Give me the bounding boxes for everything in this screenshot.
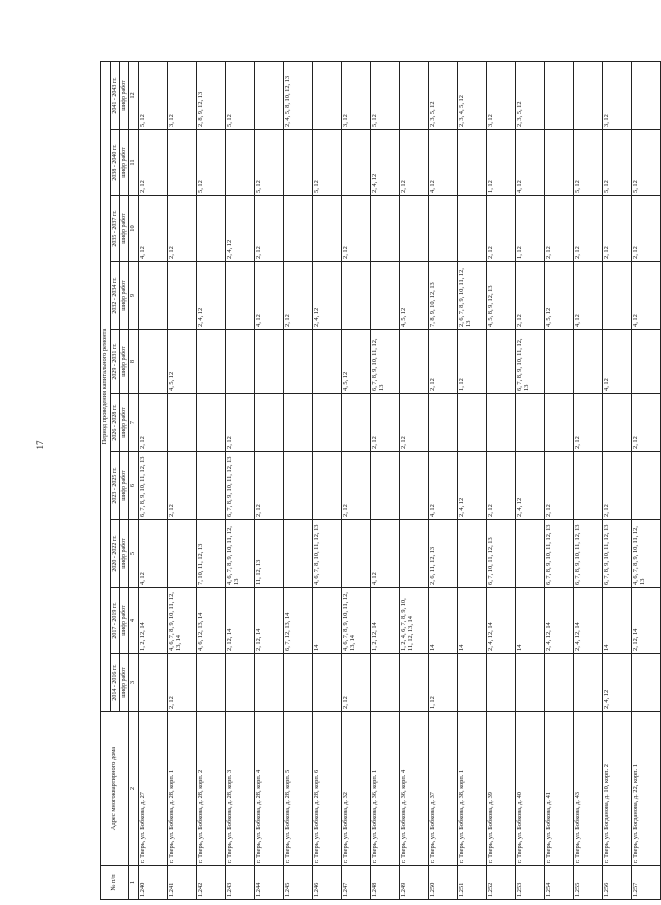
work-codes-cell [342,262,371,330]
header-work-code-label: шифр работ [120,262,129,330]
work-codes-cell [284,654,313,712]
work-codes-cell: 2, 4, 12 [458,452,487,520]
row-number: 1.241 [168,866,197,900]
work-codes-cell: 2, 12 [342,196,371,262]
row-number: 1.245 [284,866,313,900]
column-number: 6 [129,452,139,520]
work-codes-cell: 14 [603,588,632,654]
header-work-code-label: шифр работ [120,520,129,588]
work-codes-cell [226,330,255,394]
column-number: 11 [129,130,139,196]
work-codes-cell [197,452,226,520]
work-codes-cell: 2, 12 [603,196,632,262]
work-codes-cell: 2, 12 [545,196,574,262]
work-codes-cell: 2, 4, 12 [226,196,255,262]
work-codes-cell: 2, 6, 11, 12, 13 [429,520,458,588]
column-number: 2 [129,712,139,866]
work-codes-cell: 2, 4, 12 [516,452,545,520]
page-number: 17 [35,440,45,450]
work-codes-cell [255,654,284,712]
column-number: 5 [129,520,139,588]
work-codes-cell: 2, 12 [574,394,603,452]
column-number: 1 [129,866,139,900]
work-codes-cell: 2, 4, 5, 8, 10, 12, 13 [284,61,313,129]
table-row [168,61,197,899]
work-codes-cell: 2, 12 [284,262,313,330]
work-codes-cell: 2, 4, 12, 14 [545,588,574,654]
work-codes-cell [603,394,632,452]
work-codes-cell [545,654,574,712]
work-codes-cell [226,654,255,712]
work-codes-cell [371,654,400,712]
work-codes-cell: 4, 5, 12 [400,262,429,330]
work-codes-cell [632,654,661,712]
work-codes-cell [632,452,661,520]
work-codes-cell: 2, 4, 12 [197,262,226,330]
row-address: г. Тверь, ул. Бобкова, д. 32 [342,712,371,866]
work-codes-cell: 5, 12 [574,130,603,196]
table-row [197,61,226,899]
work-codes-cell: 6, 7, 8, 9, 10, 11, 12, 13 [139,452,168,520]
table-row [429,61,458,899]
work-codes-cell [168,130,197,196]
work-codes-cell [429,196,458,262]
work-codes-cell: 2, 12 [342,452,371,520]
header-work-code-label: шифр работ [120,394,129,452]
work-codes-cell: 4, 12 [574,262,603,330]
work-codes-cell: 2, 12, 14 [226,588,255,654]
work-codes-cell [516,654,545,712]
work-codes-cell: 5, 12 [197,130,226,196]
header-work-code-label: шифр работ [120,452,129,520]
table-row [574,61,603,899]
header-period: 2029 - 2031 гг. [110,330,119,394]
row-address: г. Тверь, ул. Бобкова, д. 28, корп. 3 [226,712,255,866]
work-codes-cell: 6, 7, 8, 9, 10, 11, 12, 13 [371,330,400,394]
row-number: 1.246 [313,866,342,900]
work-codes-cell [574,330,603,394]
work-codes-cell: 2, 12 [400,394,429,452]
column-number: 3 [129,654,139,712]
work-codes-cell [574,654,603,712]
column-number: 12 [129,61,139,129]
work-codes-cell [226,262,255,330]
work-codes-cell: 4, 6, 12, 13, 14 [197,588,226,654]
work-codes-cell [516,394,545,452]
work-codes-cell [284,520,313,588]
work-codes-cell: 6, 7, 12, 13, 14 [284,588,313,654]
work-codes-cell: 4, 5, 12 [545,262,574,330]
row-number: 1.251 [458,866,487,900]
work-codes-cell [284,330,313,394]
row-address: г. Тверь, ул. Богданова, д. 22, корп. 1 [632,712,661,866]
work-codes-cell [197,654,226,712]
work-codes-cell: 3, 12 [342,61,371,129]
work-codes-cell [458,130,487,196]
row-number: 1.248 [371,866,400,900]
work-codes-cell [545,130,574,196]
work-codes-cell [371,452,400,520]
work-codes-cell [313,196,342,262]
table-row [400,61,429,899]
work-codes-cell [197,330,226,394]
work-codes-cell [574,61,603,129]
header-work-code-label: шифр работ [120,330,129,394]
work-codes-cell: 4, 12 [371,520,400,588]
header-work-code-label: шифр работ [120,61,129,129]
work-codes-cell [168,520,197,588]
work-codes-cell: 2, 4, 12, 14 [487,588,516,654]
work-codes-cell [313,61,342,129]
header-period: 2041 - 2043 гг. [110,61,119,129]
work-codes-cell: 2, 12 [255,196,284,262]
header-period: 2017 - 2019 гг. [110,588,119,654]
work-codes-cell [284,394,313,452]
work-codes-cell [400,196,429,262]
work-codes-cell [139,654,168,712]
work-codes-cell [400,61,429,129]
table-header [101,61,139,899]
work-codes-cell: 1, 2, 12, 14 [371,588,400,654]
work-codes-cell: 4, 12 [255,262,284,330]
table-body [139,61,661,899]
work-codes-cell: 2, 12 [139,394,168,452]
work-codes-cell: 6, 7, 8, 9, 10, 11, 12, 13 [226,452,255,520]
work-codes-cell: 6, 7, 8, 9, 10, 11, 12, 13 [603,520,632,588]
table-row [603,61,632,899]
work-codes-cell [545,330,574,394]
work-codes-cell: 2, 12 [226,394,255,452]
row-address: г. Тверь, ул. Бобкова, д. 28, корп. 1 [168,712,197,866]
work-codes-cell [284,196,313,262]
row-address: г. Тверь, ул. Бобкова, д. 41 [545,712,574,866]
table-row [371,61,400,899]
row-number: 1.242 [197,866,226,900]
work-codes-cell [632,330,661,394]
table-row [342,61,371,899]
work-codes-cell: 5, 12 [603,130,632,196]
work-codes-cell: 4, 12 [429,452,458,520]
work-codes-cell: 7, 8, 9, 10, 12, 13 [429,262,458,330]
work-codes-cell: 1, 12 [487,130,516,196]
row-number: 1.250 [429,866,458,900]
column-number: 7 [129,394,139,452]
work-codes-cell [197,394,226,452]
header-column-numbers-row [129,61,139,899]
work-codes-cell [197,196,226,262]
header-work-code-label: шифр работ [120,588,129,654]
work-codes-cell: 3, 12 [487,61,516,129]
header-no: № п/п [101,866,129,900]
work-codes-cell: 3, 12 [168,61,197,129]
row-address: г. Тверь, ул. Бобкова, д. 28, корп. 4 [255,712,284,866]
work-codes-cell: 2, 12 [574,196,603,262]
work-codes-cell [371,196,400,262]
work-codes-cell [139,330,168,394]
work-codes-cell: 2, 6, 7, 8, 9, 10, 11, 12, 13 [458,262,487,330]
table-row [632,61,661,899]
work-codes-cell: 7, 10, 11, 12, 13 [197,520,226,588]
work-codes-cell: 6, 7, 10, 11, 12, 13 [487,520,516,588]
row-address: г. Тверь, ул. Бобкова, д. 39 [487,712,516,866]
work-codes-cell: 5, 12 [371,61,400,129]
work-codes-cell: 2, 12 [545,452,574,520]
work-codes-cell: 2, 3, 5, 12 [429,61,458,129]
column-number: 10 [129,196,139,262]
row-number: 1.253 [516,866,545,900]
work-codes-cell: 2, 12 [400,130,429,196]
work-codes-cell: 4, 5, 8, 9, 12, 13 [487,262,516,330]
work-codes-cell: 14 [429,588,458,654]
work-codes-cell [284,130,313,196]
work-codes-cell: 2, 4, 12 [603,654,632,712]
work-codes-cell [429,394,458,452]
work-codes-cell: 5, 12 [226,61,255,129]
work-codes-cell [545,61,574,129]
table-row [284,61,313,899]
work-codes-cell [313,452,342,520]
work-codes-cell: 2, 3, 5, 12 [516,61,545,129]
work-codes-cell: 6, 7, 8, 9, 10, 11, 12, 13 [574,520,603,588]
row-address: г. Тверь, ул. Бобкова, д. 28, корп. 6 [313,712,342,866]
row-number: 1.243 [226,866,255,900]
table-row [313,61,342,899]
row-address: г. Тверь, ул. Бобкова, д. 28, корп. 2 [197,712,226,866]
work-codes-cell [139,262,168,330]
work-codes-cell: 3, 12 [603,61,632,129]
header-work-code-label: шифр работ [120,654,129,712]
row-number: 1.247 [342,866,371,900]
work-codes-cell: 2, 12 [139,130,168,196]
table-row [487,61,516,899]
work-codes-cell [342,394,371,452]
row-number: 1.254 [545,866,574,900]
work-codes-cell: 6, 7, 8, 9, 10, 11, 12, 13 [516,330,545,394]
work-codes-cell [603,262,632,330]
work-codes-cell: 4, 5, 12 [342,330,371,394]
work-codes-cell: 2, 4, 12 [371,130,400,196]
capital-repair-schedule-table [100,61,661,900]
rotated-table-container [100,62,646,900]
work-codes-cell: 2, 12 [168,654,197,712]
work-codes-cell [371,262,400,330]
header-period: 2026 - 2028 гг. [110,394,119,452]
work-codes-cell: 4, 12 [632,262,661,330]
work-codes-cell: 2, 12 [342,654,371,712]
work-codes-cell: 2, 8, 9, 12, 13 [197,61,226,129]
work-codes-cell: 5, 12 [139,61,168,129]
row-address: г. Тверь, ул. Бобкова, д. 36, корп. 4 [400,712,429,866]
header-period: 2038 - 2040 гг. [110,130,119,196]
column-number: 9 [129,262,139,330]
work-codes-cell: 5, 12 [313,130,342,196]
work-codes-cell [255,330,284,394]
header-period: 2023 - 2025 гг. [110,452,119,520]
table-row [139,61,168,899]
work-codes-cell: 4, 6, 7, 8, 9, 10, 11, 12, 13, 14 [342,588,371,654]
header-period-title: Период проведения капитального ремонта [101,61,111,711]
work-codes-cell [342,520,371,588]
header-period: 2014 - 2016 гг. [110,654,119,712]
work-codes-cell: 4, 12 [603,330,632,394]
work-codes-cell [284,452,313,520]
work-codes-cell: 2, 12 [487,452,516,520]
work-codes-cell: 2, 12, 14 [632,588,661,654]
work-codes-cell: 14 [313,588,342,654]
work-codes-cell: 1, 12 [458,330,487,394]
work-codes-cell: 2, 12 [632,196,661,262]
work-codes-cell: 2, 4, 12 [313,262,342,330]
work-codes-cell: 6, 7, 8, 9, 10, 11, 12, 13 [545,520,574,588]
header-work-code-label: шифр работ [120,130,129,196]
work-codes-cell: 2, 12 [632,394,661,452]
row-address: г. Тверь, ул. Богданова, д. 10, корп. 2 [603,712,632,866]
work-codes-cell: 1, 12 [516,196,545,262]
row-number: 1.257 [632,866,661,900]
column-number: 8 [129,330,139,394]
row-number: 1.244 [255,866,284,900]
table-row [255,61,284,899]
work-codes-cell [400,520,429,588]
work-codes-cell: 2, 12 [168,452,197,520]
work-codes-cell: 2, 12 [371,394,400,452]
table-row [545,61,574,899]
work-codes-cell [255,394,284,452]
work-codes-cell [342,130,371,196]
work-codes-cell [458,196,487,262]
work-codes-cell: 4, 12 [139,196,168,262]
row-address: г. Тверь, ул. Бобкова, д. 28, корп. 5 [284,712,313,866]
work-codes-cell [487,654,516,712]
work-codes-cell: 2, 3, 4, 5, 12 [458,61,487,129]
table-row [516,61,545,899]
work-codes-cell: 1, 2, 4, 6, 7, 8, 9, 10, 11, 12, 13, 14 [400,588,429,654]
work-codes-cell: 2, 12 [487,196,516,262]
work-codes-cell: 4, 6, 7, 8, 9, 10, 11, 12, 13, 14 [168,588,197,654]
work-codes-cell [632,61,661,129]
header-address: Адрес многоквартирного дома [101,712,129,866]
row-address: г. Тверь, ул. Бобкова, д. 37 [429,712,458,866]
row-address: г. Тверь, ул. Бобкова, д. 38, корп. 1 [458,712,487,866]
work-codes-cell [168,262,197,330]
work-codes-cell [458,520,487,588]
work-codes-cell: 4, 6, 7, 8, 9, 10, 11, 12, 13 [632,520,661,588]
work-codes-cell: 2, 12, 14 [255,588,284,654]
header-work-code-label: шифр работ [120,196,129,262]
work-codes-cell [487,330,516,394]
work-codes-cell [458,654,487,712]
work-codes-cell [255,61,284,129]
row-address: г. Тверь, ул. Бобкова, д. 40 [516,712,545,866]
work-codes-cell [400,654,429,712]
work-codes-cell: 4, 12 [139,520,168,588]
row-number: 1.249 [400,866,429,900]
work-codes-cell [400,330,429,394]
header-period: 2020 - 2022 гг. [110,520,119,588]
row-number: 1.252 [487,866,516,900]
work-codes-cell [487,394,516,452]
work-codes-cell [168,394,197,452]
work-codes-cell: 5, 12 [255,130,284,196]
work-codes-cell: 2, 12 [168,196,197,262]
row-address: г. Тверь, ул. Бобкова, д. 36, корп. 1 [371,712,400,866]
work-codes-cell: 11, 12, 13 [255,520,284,588]
row-address: г. Тверь, ул. Бобкова, д. 43 [574,712,603,866]
row-number: 1.240 [139,866,168,900]
row-address: г. Тверь, ул. Бобкова, д. 27 [139,712,168,866]
work-codes-cell: 4, 5, 12 [168,330,197,394]
work-codes-cell: 4, 6, 7, 8, 10, 11, 12, 13 [313,520,342,588]
work-codes-cell: 2, 12 [429,330,458,394]
column-number: 4 [129,588,139,654]
work-codes-cell: 1, 12 [429,654,458,712]
work-codes-cell: 4, 12 [516,130,545,196]
work-codes-cell: 2, 12 [516,262,545,330]
header-period: 2032 - 2034 гг. [110,262,119,330]
work-codes-cell: 2, 4, 12, 14 [574,588,603,654]
work-codes-cell: 14 [458,588,487,654]
work-codes-cell: 2, 12 [255,452,284,520]
work-codes-cell [545,394,574,452]
table-row [226,61,255,899]
work-codes-cell: 4, 12 [429,130,458,196]
work-codes-cell [400,452,429,520]
work-codes-cell [313,654,342,712]
work-codes-cell: 2, 12 [603,452,632,520]
work-codes-cell [458,394,487,452]
work-codes-cell [313,394,342,452]
work-codes-cell [226,130,255,196]
work-codes-cell: 5, 12 [632,130,661,196]
work-codes-cell [574,452,603,520]
work-codes-cell: 14 [516,588,545,654]
row-number: 1.255 [574,866,603,900]
header-period: 2035 - 2037 гг. [110,196,119,262]
table-row [458,61,487,899]
work-codes-cell: 4, 6, 7, 8, 9, 10, 11, 12, 13 [226,520,255,588]
row-number: 1.256 [603,866,632,900]
work-codes-cell: 1, 2, 12, 14 [139,588,168,654]
work-codes-cell [516,520,545,588]
work-codes-cell [313,330,342,394]
